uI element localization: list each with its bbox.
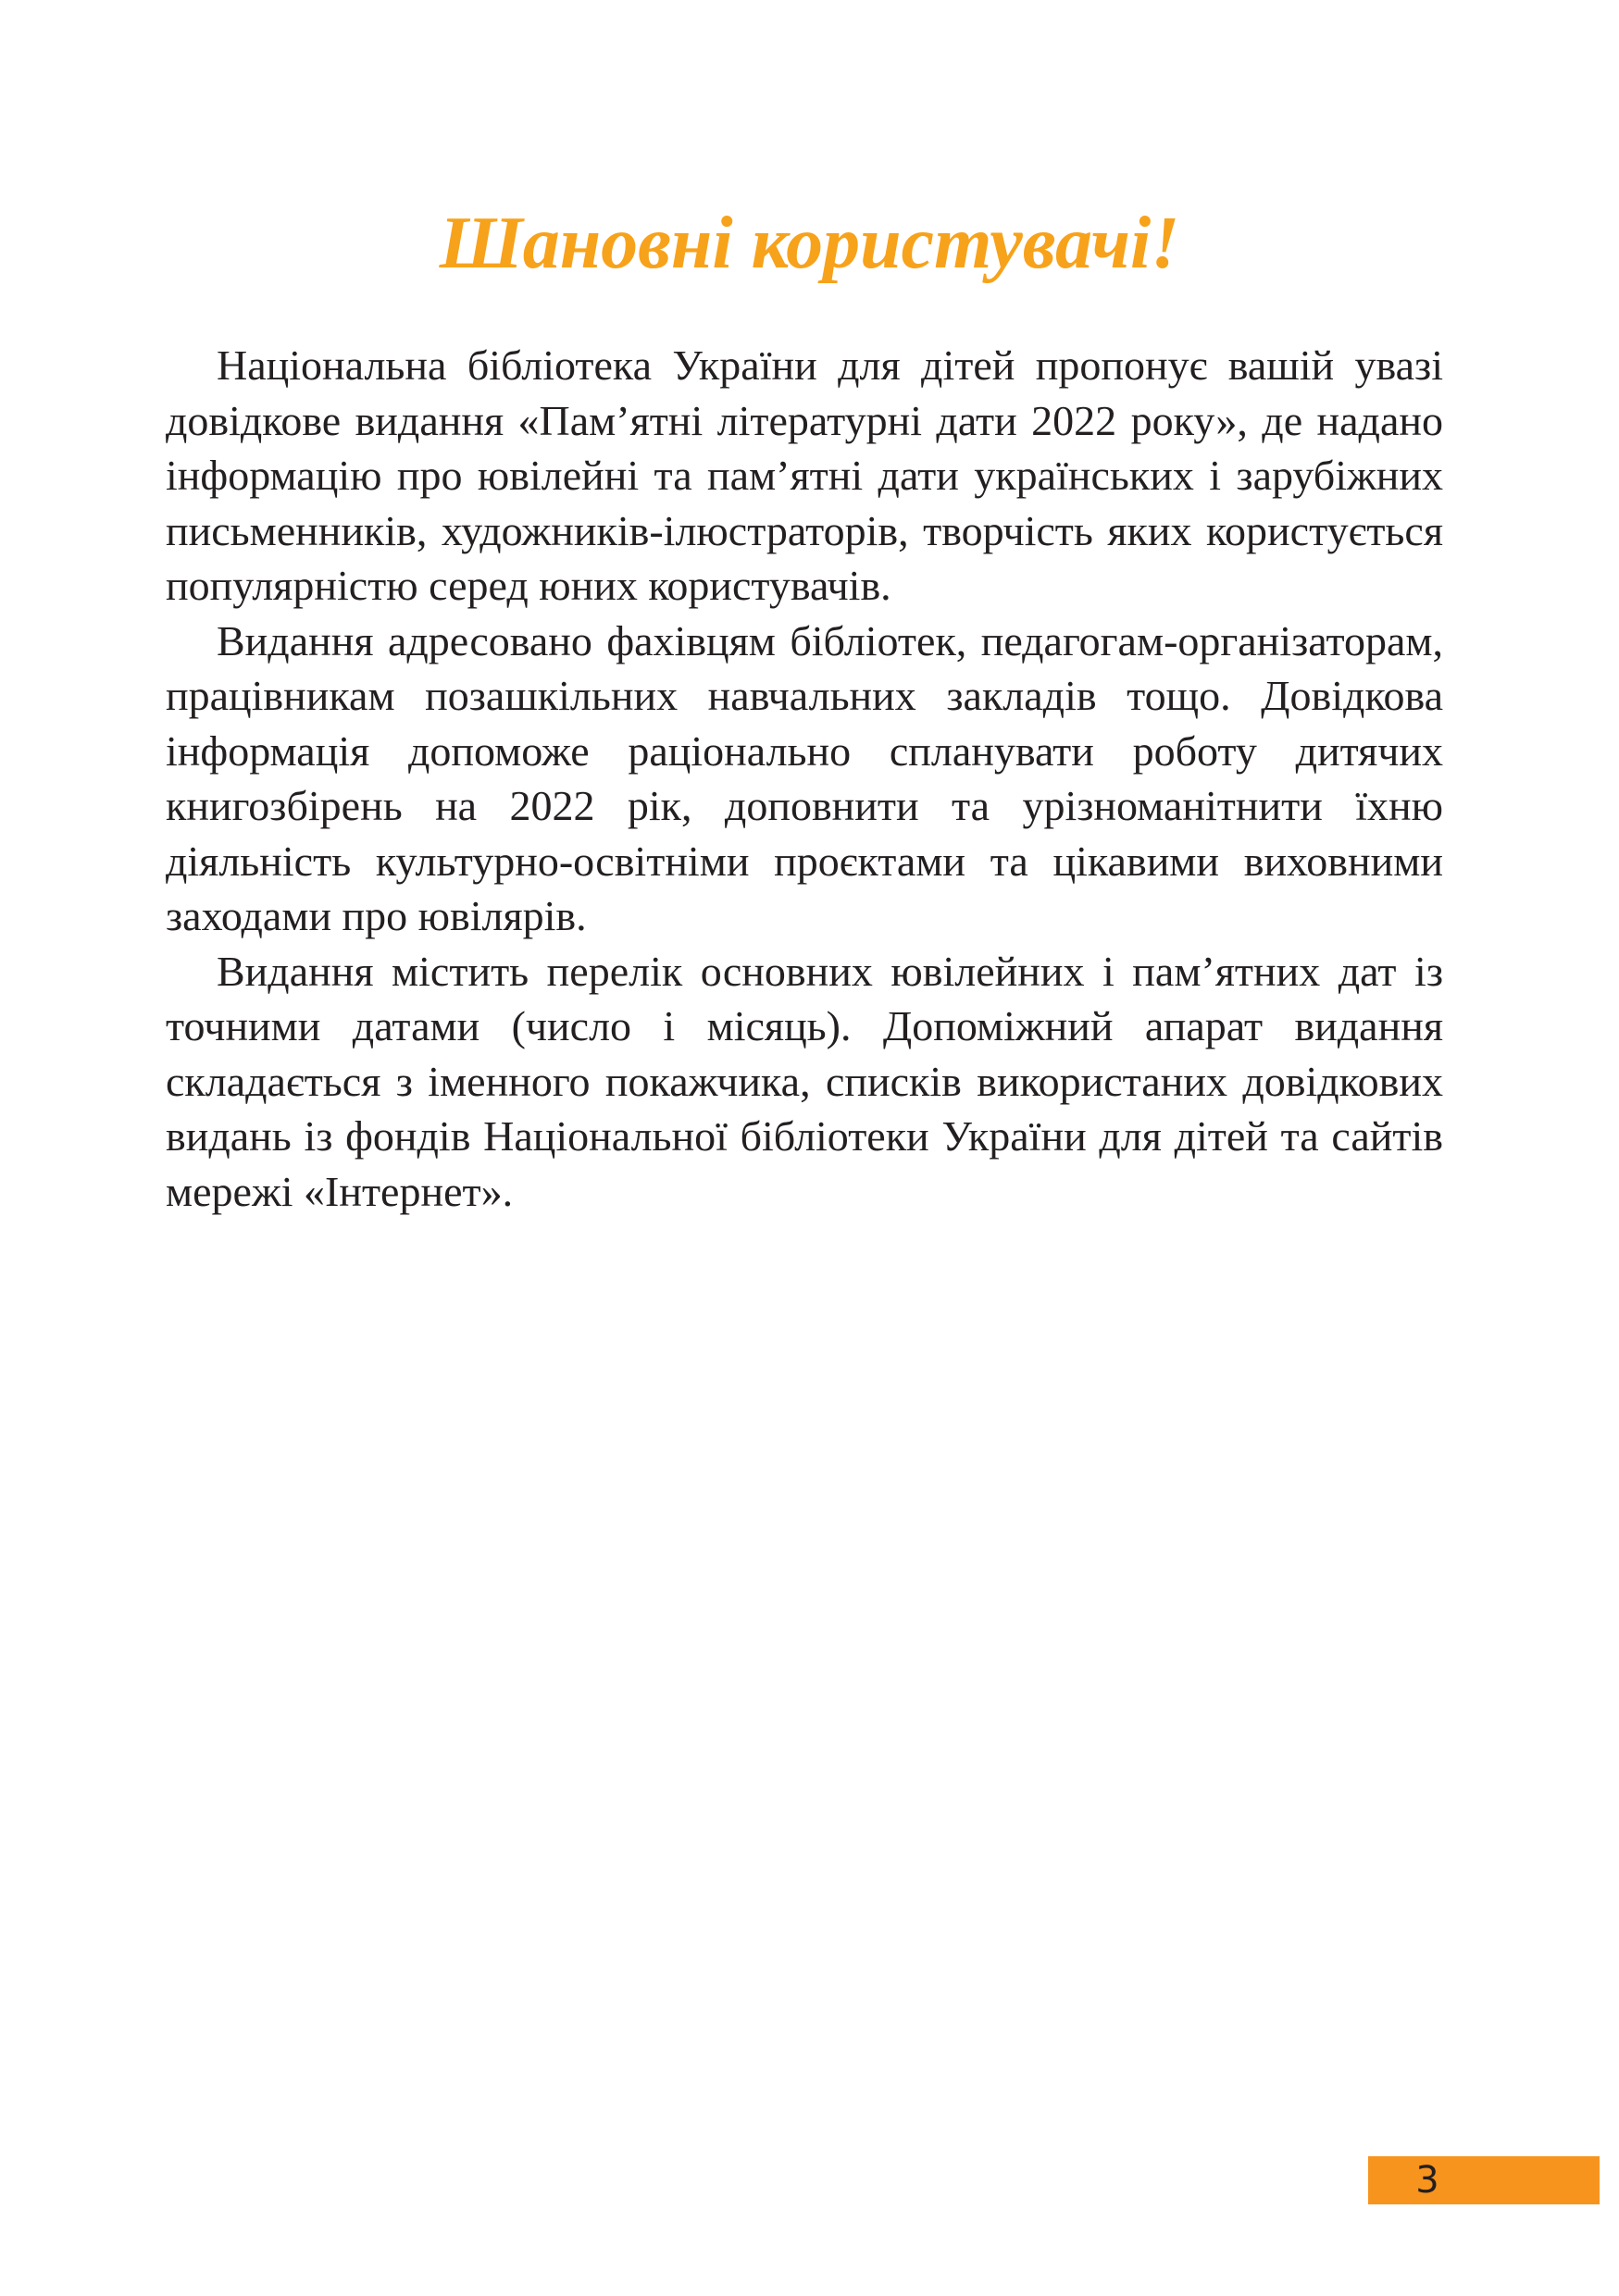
page-number-bar <box>1368 2156 1600 2204</box>
paragraph-audience: Видання адресовано фахівцям бібліотек, педагогам-організаторам, працівникам позашкільних навчальних закладів тощо. Довідкова інформація допоможе раціонально спланувати роботу дитячих книгозбірень на 2022 рік, доповнити та урізноманітнити їхню діяльність культурно-освітніми проєктами та цікавими виховними заходами про ювілярів. <box>166 616 1443 939</box>
page-title: Шановні користувачі! <box>439 203 1180 284</box>
paragraph-contents: Видання містить перелік основних ювілейних і пам’ятних дат із точними датами (число і місяць). Допоміжний апарат видання складається з іменного покажчика, списків використаних довідкових видань із фондів Національної бібліотеки України для дітей та сайтів мережі «Інтернет». <box>166 947 1443 1215</box>
paragraph-intro: Національна бібліотека України для дітей пропонує вашій увазі довідкове видання «Пам’ятні літературні дати 2022 року», де надано інформацію про ювілейні та пам’ятні дати українських і зарубіжних письменників, художників-ілюстраторів, творчість яких користується популярністю серед юних користувачів. <box>166 341 1443 609</box>
body-text <box>166 338 1443 1219</box>
page-number: 3 <box>1415 2159 1439 2202</box>
